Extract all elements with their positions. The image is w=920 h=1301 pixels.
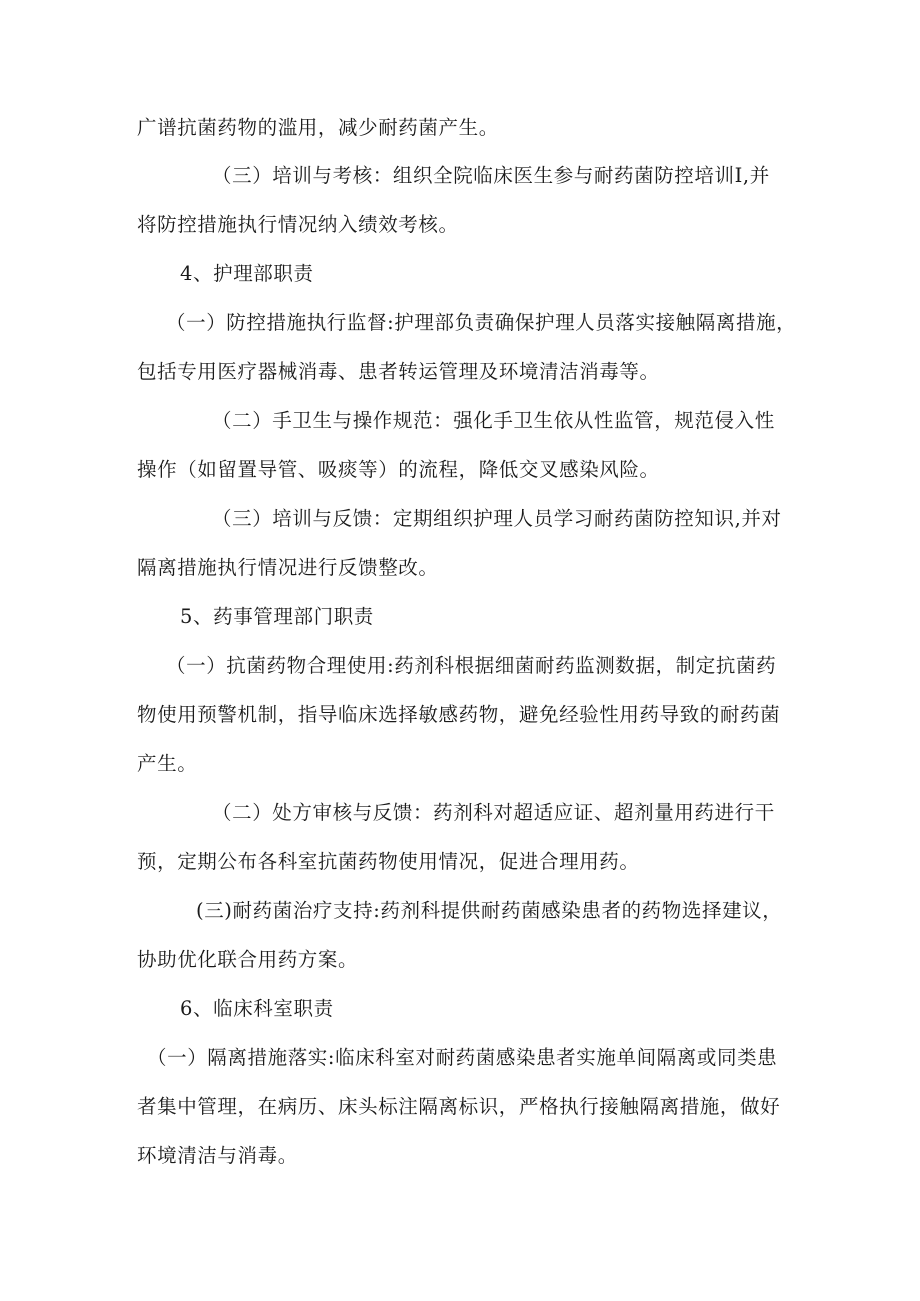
text-line: 广谱抗菌药物的滥用，减少耐药菌产生。 [137,116,499,139]
text-line: （三）培训与考核：组织全院临床医生参与耐药菌防控培训I,并 [212,164,770,187]
text-line: 协助优化联合用药方案。 [137,948,359,971]
text-line: 产生。 [137,752,198,775]
text-line: （二）手卫生与操作规范：强化手卫生依从性监管，规范侵入性 [212,409,775,432]
text-line: 环境清洁与消毒。 [137,1144,298,1167]
text-line: （一）抗菌药物合理使用:药剂科根据细菌耐药监测数据，制定抗菌药 [166,654,777,677]
text-line: （三）培训与反馈：定期组织护理人员学习耐药菌防控知识,并对 [212,507,782,530]
text-line: （二）处方审核与反馈：药剂科对超适应证、超剂量用药进行干 [212,801,775,824]
text-line: 将防控措施执行情况纳入绩效考核。 [137,213,459,236]
section-heading: 4、护理部职责 [180,262,314,285]
text-line: （一）防控措施执行监督:护理部负责确保护理人员落实接触隔离措施， [166,311,797,334]
text-line: 包括专用医疗器械消毒、患者转运管理及环境清洁消毒等。 [137,360,660,383]
section-heading: 6、临床科室职责 [180,997,334,1020]
text-line: 操作（如留置导管、吸痰等）的流程，降低交叉感染风险。 [137,458,660,481]
text-line: 隔离措施执行情况进行反馈整改。 [137,556,439,579]
text-line: （一）隔离措施落实:临床科室对耐药菌感染患者实施单间隔离或同类患 [147,1046,778,1069]
text-line: 预，定期公布各科室抗菌药物使用情况，促进合理用药。 [137,850,640,873]
text-line: 物使用预警机制，指导临床选择敏感药物，避免经验性用药导致的耐药菌 [137,703,781,726]
text-line: 者集中管理，在病历、床头标注隔离标识，严格执行接触隔离措施，做好 [137,1095,781,1118]
text-line: (三)耐药菌治疗支持:药剂科提供耐药菌感染患者的药物选择建议， [196,899,783,922]
section-heading: 5、药事管理部门职责 [180,605,374,628]
